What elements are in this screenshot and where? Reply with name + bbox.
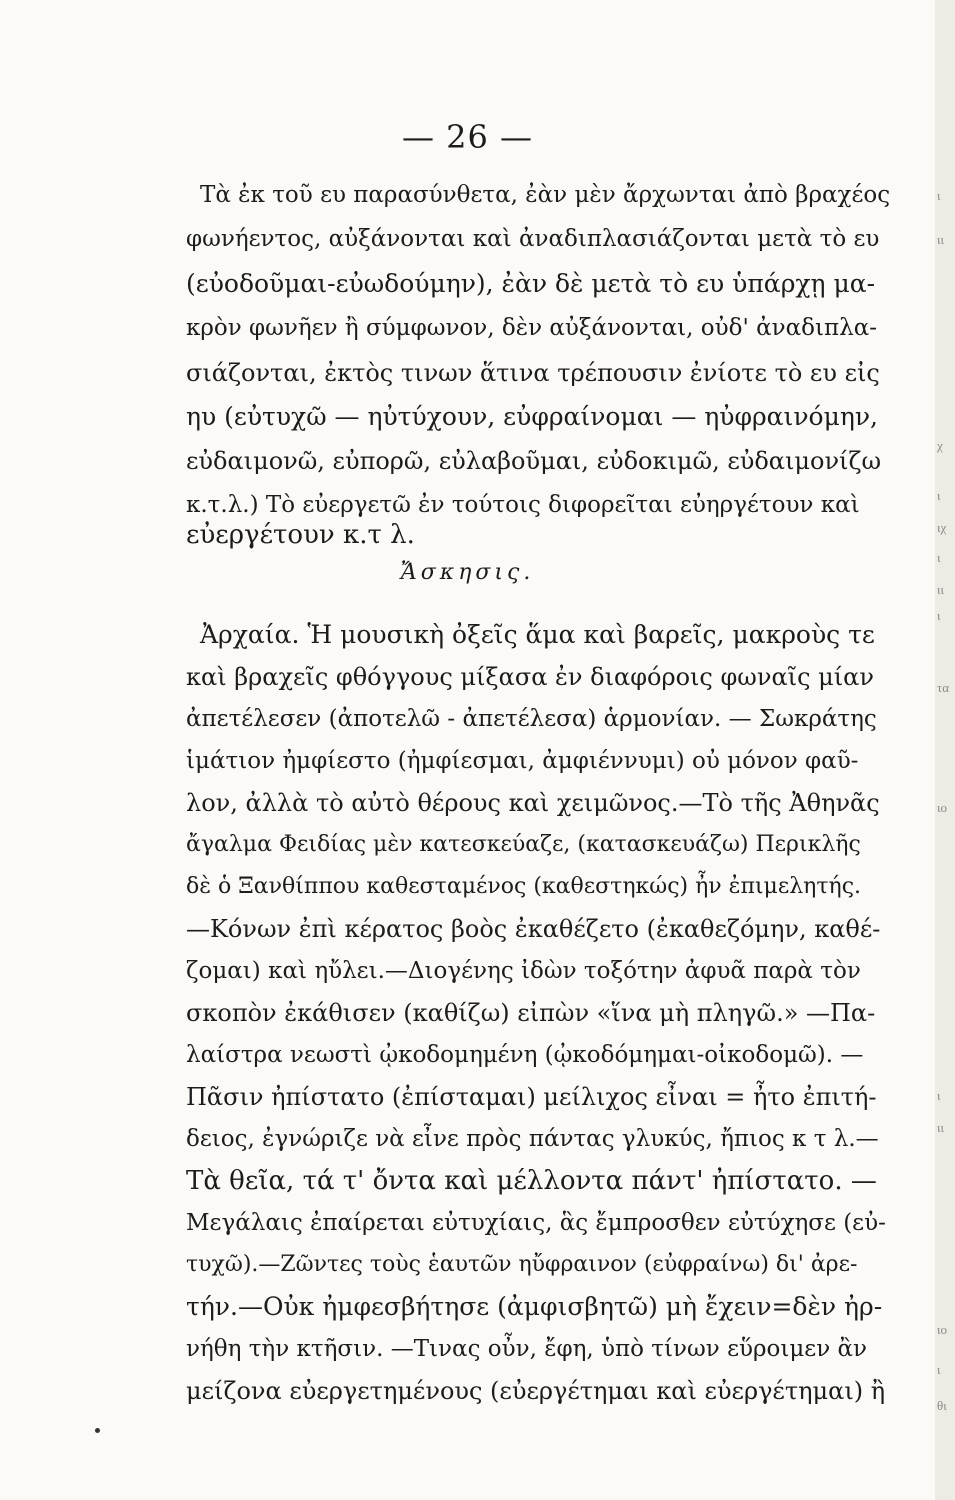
margin-fragment: χ <box>937 438 943 453</box>
text-line: κρὸν φωνῆεν ἢ σύμφωνον, δὲν αὐξάνονται, οὐδ' ἀναδιπλα- <box>186 315 877 341</box>
text-line: Πᾶσιν ἠπίστατο (ἐπίσταμαι) μείλιχος εἶναι = ἦτο ἐπιτή- <box>186 1083 877 1111</box>
text-line: σκοπὸν ἐκάθισεν (καθίζω) εἰπὼν «ἵνα μὴ πληγῶ.» —Πα- <box>186 999 876 1027</box>
margin-fragment: τα <box>937 680 950 695</box>
text-line: εὐδαιμονῶ, εὐπορῶ, εὐλαβοῦμαι, εὐδοκιμῶ, εὐδαιμονίζω <box>186 447 882 475</box>
facing-page-margin <box>935 0 955 1500</box>
text-line: ζομαι) καὶ ηὔλει.—Διογένης ἰδὼν τοξότην ἀφυᾶ παρὰ τὸν <box>186 958 861 984</box>
margin-fragment: ι <box>937 550 941 565</box>
text-line: δειος, ἐγνώριζε νὰ εἶνε πρὸς πάντας γλυκύς, ἤπιος κ τ λ.— <box>186 1126 879 1152</box>
page-number: — 26 — <box>401 118 534 156</box>
exercise-heading: Ἄσκησις. <box>400 560 535 585</box>
text-line: (εὐοδοῦμαι-εὐωδούμην), ἐὰν δὲ μετὰ τὸ ευ ὑπάρχῃ μα- <box>186 269 876 298</box>
text-line: τυχῶ).—Ζῶντες τοὺς ἑαυτῶν ηὔφραινον (εὐφραίνω) δι' ἀρε- <box>186 1252 858 1277</box>
text-line: ἱμάτιον ἠμφίεστο (ἠμφίεσμαι, ἀμφιέννυμι) οὐ μόνον φαῦ- <box>186 748 859 774</box>
text-line: λον, ἀλλὰ τὸ αὐτὸ θέρους καὶ χειμῶνος.—Τὸ τῆς Ἀθηνᾶς <box>186 789 880 817</box>
ink-dot <box>95 1428 100 1433</box>
text-line: νήθη τὴν κτῆσιν. —Τινας οὖν, ἔφη, ὑπὸ τίνων εὕροιμεν ἂν <box>186 1336 868 1362</box>
text-line: εὐεργέτουν κ.τ λ. <box>186 520 415 550</box>
text-line: ἄγαλμα Φειδίας μὲν κατεσκεύαζε, (κατασκευάζω) Περικλῆς <box>186 832 861 857</box>
text-line: μείζονα εὐεργετημένους (εὐεργέτημαι καὶ εὐεργέτημαι) ἢ <box>186 1377 886 1405</box>
margin-fragment: ι <box>937 188 941 203</box>
margin-fragment: θι <box>937 1398 947 1413</box>
margin-fragment: ιο <box>937 1322 947 1337</box>
text-line: ἀπετέλεσεν (ἀποτελῶ - ἀπετέλεσα) ἁρμονίαν. — Σωκράτης <box>186 706 877 732</box>
text-line: Μεγάλαις ἐπαίρεται εὐτυχίαις, ἃς ἔμπροσθεν εὐτύχησε (εὐ- <box>186 1210 886 1236</box>
margin-fragment: ιχ <box>937 520 947 535</box>
text-line: Τὰ θεῖα, τά τ' ὄντα καὶ μέλλοντα πάντ' ἠπίστατο. — <box>186 1166 877 1196</box>
text-line: καὶ βραχεῖς φθόγγους μίξασα ἐν διαφόροις φωναῖς μίαν <box>186 663 874 691</box>
text-line: λαίστρα νεωστὶ ᾠκοδομημένη (ᾠκοδόμημαι-οἰκοδομῶ). — <box>186 1042 864 1068</box>
margin-fragment: ι <box>937 1088 941 1103</box>
text-line: φωνήεντος, αὐξάνονται καὶ ἀναδιπλασιάζονται μετὰ τὸ ευ <box>186 226 880 252</box>
text-line: ηυ (εὐτυχῶ — ηὐτύχουν, εὐφραίνομαι — ηὐφραινόμην, <box>186 402 878 431</box>
margin-fragment: ιι <box>937 232 944 247</box>
margin-fragment: ι <box>937 608 941 623</box>
text-line: δὲ ὁ Ξανθίππου καθεσταμένος (καθεστηκώς) ἦν ἐπιμελητής. <box>186 874 862 899</box>
margin-fragment: ιο <box>937 800 947 815</box>
margin-fragment: ι <box>937 1362 941 1377</box>
margin-fragment: ιι <box>937 582 944 597</box>
text-line: Τὰ ἐκ τοῦ ευ παρασύνθετα, ἐὰν μὲν ἄρχωνται ἀπὸ βραχέος <box>200 182 891 208</box>
text-line: σιάζονται, ἐκτὸς τινων ἅτινα τρέπουσιν ἐνίοτε τὸ ευ εἰς <box>186 359 880 387</box>
text-line: τήν.—Οὐκ ἠμφεσβήτησε (ἀμφισβητῶ) μὴ ἔχειν=δὲν ἠρ- <box>186 1292 883 1321</box>
text-line: Ἀρχαία. Ἡ μουσικὴ ὀξεῖς ἅμα καὶ βαρεῖς, μακροὺς τε <box>200 620 875 649</box>
margin-fragment: ιι <box>937 1120 944 1135</box>
text-line: κ.τ.λ.) Τὸ εὐεργετῶ ἐν τούτοις διφορεῖται εὐηργέτουν καὶ <box>186 492 860 518</box>
margin-fragment: ι <box>937 488 941 503</box>
text-line: —Κόνων ἐπὶ κέρατος βοὸς ἐκαθέζετο (ἐκαθεζόμην, καθέ- <box>186 915 881 943</box>
